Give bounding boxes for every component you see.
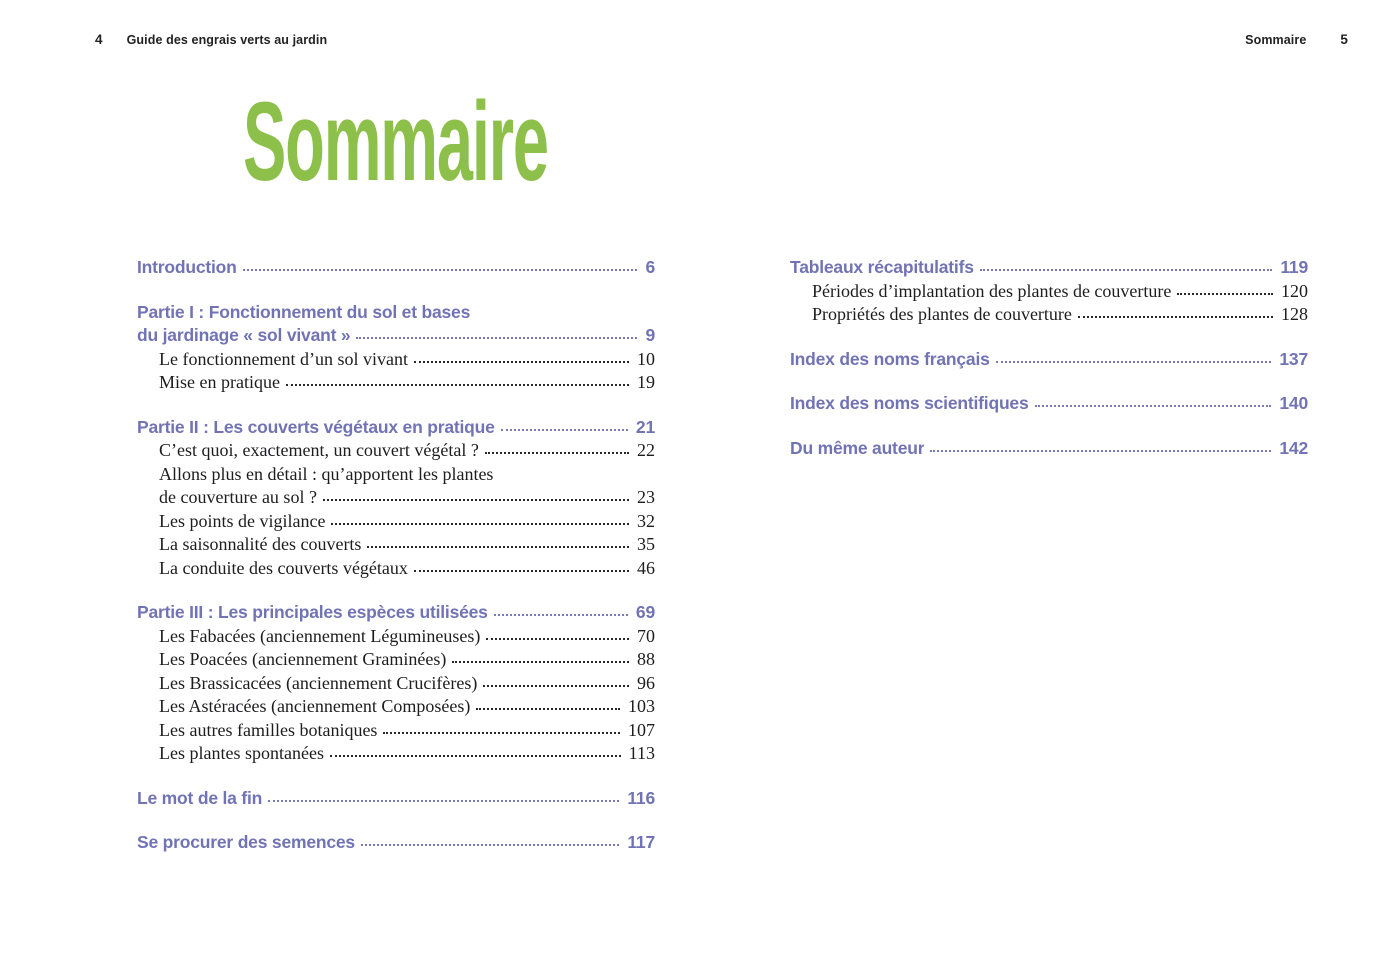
toc-entry [790, 348, 1308, 372]
dotted-leader [330, 755, 621, 757]
toc-page-number: 113 [628, 743, 655, 763]
right-running-head [1245, 32, 1348, 47]
toc-page-number: 120 [1281, 280, 1308, 301]
right-folio: 5 [1340, 32, 1348, 47]
toc-page-number: 142 [1279, 437, 1308, 458]
toc-entry-label: Allons plus en détail : qu’apportent les plantes [159, 463, 494, 484]
toc-entry-label: Partie III : Les principales espèces utilisées [137, 602, 488, 622]
dotted-leader [930, 450, 1271, 452]
toc-page-number: 96 [637, 672, 655, 693]
toc-page-number: 9 [645, 325, 655, 345]
toc-entry-label: Du même auteur [790, 437, 925, 458]
dotted-leader [331, 523, 629, 525]
toc-entry-line [790, 348, 1308, 372]
toc-page-number: 116 [627, 787, 655, 808]
right-running-title: Sommaire [1245, 33, 1307, 47]
toc-entry [137, 719, 655, 743]
toc-page-number: 46 [637, 557, 655, 578]
toc-page-number: 23 [637, 487, 655, 507]
dotted-leader [483, 685, 629, 687]
toc-entry-line [137, 256, 655, 280]
toc-entry-line [137, 742, 655, 766]
toc-entry-label: Les autres familles botaniques [159, 719, 378, 740]
toc-entry-line [137, 787, 655, 811]
left-running-head [95, 32, 327, 47]
toc-entry-line [137, 672, 655, 696]
toc-entry-label: du jardinage « sol vivant » [137, 325, 351, 345]
toc-entry [137, 416, 655, 440]
toc-entry [137, 348, 655, 372]
toc-entry-line [137, 416, 655, 440]
toc-entry [137, 301, 655, 348]
dotted-leader [1078, 316, 1273, 318]
toc-entry-line [137, 301, 655, 325]
toc-entry [137, 787, 655, 811]
toc-entry-label: Propriétés des plantes de couverture [812, 304, 1072, 324]
toc-page-number: 140 [1279, 393, 1308, 413]
toc-entry-line [137, 324, 655, 348]
toc-entry-label: Le fonctionnement d’un sol vivant [159, 348, 408, 369]
dotted-leader [980, 269, 1273, 271]
toc-page-number: 117 [627, 832, 655, 852]
dotted-leader [243, 269, 638, 271]
toc-entry-line [137, 719, 655, 743]
toc-page-number: 88 [637, 649, 655, 669]
toc-entry [137, 371, 655, 395]
toc-entry-line [137, 695, 655, 719]
toc-entry [137, 510, 655, 534]
toc-entry-label: Les Fabacées (anciennement Légumineuses) [159, 625, 481, 646]
toc-entry-label: Index des noms scientifiques [790, 393, 1029, 413]
toc-entry-label: Le mot de la fin [137, 787, 263, 808]
toc-page-number: 119 [1280, 257, 1308, 277]
dotted-leader [501, 429, 628, 431]
toc-entry [790, 303, 1308, 327]
toc-entry [137, 625, 655, 649]
toc-page-number: 32 [637, 510, 655, 531]
dotted-leader [494, 614, 628, 616]
toc-page-number: 10 [637, 348, 655, 369]
dotted-leader [476, 708, 620, 710]
toc-entry-label: Les Brassicacées (anciennement Crucifères) [159, 672, 478, 693]
left-running-title: Guide des engrais verts au jardin [126, 33, 328, 47]
toc-entry [137, 695, 655, 719]
toc-entry-label: Les Astéracées (anciennement Composées) [159, 696, 471, 716]
toc-page-number: 21 [635, 416, 655, 437]
toc-entry-label: Se procurer des semences [137, 832, 355, 852]
toc-page-number: 107 [628, 719, 655, 740]
dotted-leader [268, 800, 619, 802]
left-folio: 4 [95, 32, 103, 47]
dotted-leader [323, 499, 629, 501]
toc-entry-line [790, 392, 1308, 416]
toc-entry [137, 742, 655, 766]
toc-entry [137, 533, 655, 557]
dotted-leader [996, 361, 1272, 363]
dotted-leader [486, 638, 629, 640]
page-title: Sommaire [243, 79, 548, 204]
toc-entry [790, 437, 1308, 461]
toc-entry-label: Périodes d’implantation des plantes de couverture [812, 280, 1172, 301]
toc-entry [137, 831, 655, 855]
toc-entry-line [137, 601, 655, 625]
dotted-leader [452, 661, 629, 663]
toc-right-column [790, 256, 1308, 460]
dotted-leader [356, 337, 637, 339]
toc-entry-line [137, 557, 655, 581]
toc-entry-label: de couverture au sol ? [159, 487, 317, 507]
toc-entry-line [137, 371, 655, 395]
dotted-leader [414, 361, 629, 363]
toc-entry-line [137, 625, 655, 649]
toc-entry-label: Mise en pratique [159, 372, 280, 392]
dotted-leader [1177, 293, 1273, 295]
toc-entry-line [137, 348, 655, 372]
toc-page-number: 6 [645, 257, 655, 277]
toc-page-number: 128 [1281, 304, 1308, 324]
toc-entry-line [790, 280, 1308, 304]
toc-entry-line [790, 303, 1308, 327]
toc-entry-label: Index des noms français [790, 348, 990, 369]
toc-entry-label: Partie II : Les couverts végétaux en pratique [137, 416, 495, 437]
toc-entry-line [137, 648, 655, 672]
toc-entry [137, 557, 655, 581]
toc-entry-label: La conduite des couverts végétaux [159, 557, 408, 578]
toc-left-column [137, 256, 655, 855]
toc-entry [137, 601, 655, 625]
toc-entry-label: Les points de vigilance [159, 510, 326, 531]
toc-page-number: 137 [1279, 348, 1308, 369]
toc-entry [137, 463, 655, 510]
toc-entry-line [137, 510, 655, 534]
dotted-leader [367, 546, 629, 548]
toc-entry [790, 256, 1308, 280]
toc-page-number: 35 [637, 534, 655, 554]
toc-page-number: 22 [637, 440, 655, 460]
toc-entry-line [790, 256, 1308, 280]
toc-page-number: 19 [637, 372, 655, 392]
toc-entry-line [137, 533, 655, 557]
dotted-leader [1035, 405, 1272, 407]
toc-entry [790, 392, 1308, 416]
toc-entry [137, 256, 655, 280]
toc-entry-label: Introduction [137, 257, 237, 277]
toc-entry-line [790, 437, 1308, 461]
toc-entry-label: Partie I : Fonctionnement du sol et bases [137, 301, 471, 322]
toc-page-number: 70 [637, 625, 655, 646]
toc-entry-line [137, 439, 655, 463]
dotted-leader [286, 384, 629, 386]
dotted-leader [485, 452, 629, 454]
toc-entry [137, 672, 655, 696]
dotted-leader [414, 570, 629, 572]
toc-entry [137, 648, 655, 672]
toc-entry-line [137, 831, 655, 855]
toc-entry-label: Tableaux récapitulatifs [790, 257, 974, 277]
toc-page-number: 69 [635, 602, 655, 622]
dotted-leader [361, 844, 619, 846]
toc-entry-label: La saisonnalité des couverts [159, 534, 362, 554]
dotted-leader [383, 732, 620, 734]
toc-entry-line [137, 463, 655, 487]
toc-entry [137, 439, 655, 463]
toc-entry [790, 280, 1308, 304]
toc-entry-label: C’est quoi, exactement, un couvert végétal ? [159, 440, 479, 460]
toc-entry-label: Les Poacées (anciennement Graminées) [159, 649, 447, 669]
toc-entry-line [137, 486, 655, 510]
toc-entry-label: Les plantes spontanées [159, 743, 324, 763]
toc-page-number: 103 [628, 696, 655, 716]
